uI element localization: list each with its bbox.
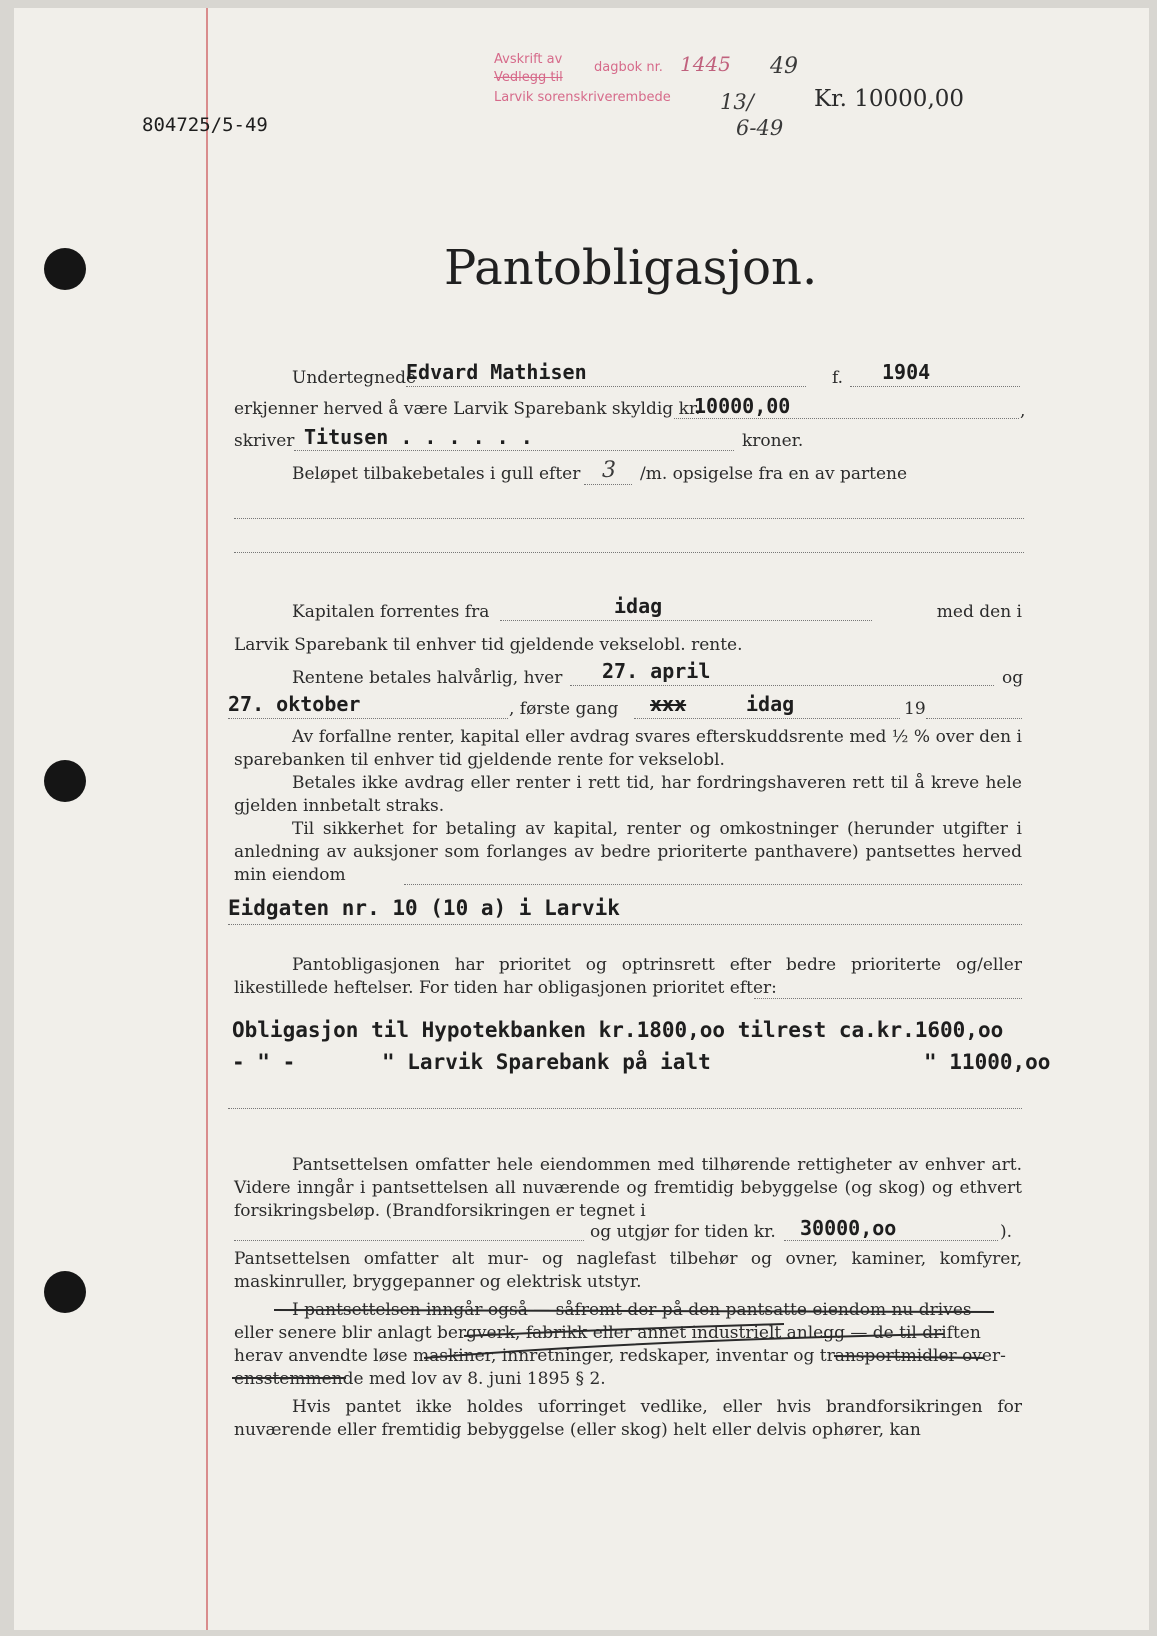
date2-line [228, 718, 508, 719]
strike-through-marks [224, 1298, 1014, 1388]
debtor-name: Edvard Mathisen [406, 360, 587, 384]
close-paren: ). [1000, 1222, 1013, 1242]
first-payment: idag [746, 692, 795, 716]
property-line [228, 924, 1022, 925]
blank-line [234, 552, 1024, 553]
paragraph-sikkerhet: Til sikkerhet for betaling av kapital, renter og omkostninger (herunder utgifter i anledning av auksjoner som forlanges av bedre prioriterte panthavere) pantsettes herved min eiendom [234, 819, 1022, 885]
document-page [14, 8, 1149, 1630]
hand-dagbok-number: 1445 [680, 52, 731, 76]
insurance-line [784, 1240, 998, 1241]
erkjenner-text: erkjenner herved å være Larvik Sparebank skyldig kr. [234, 399, 701, 419]
punch-hole [44, 248, 86, 290]
paragraph-mur: Pantsettelsen omfatter alt mur- og naglefast tilbehør og ovner, kaminer, komfyrer, maskinruller, bryggepanner og elektrisk utstyr. [234, 1249, 1022, 1292]
year-line [926, 718, 1022, 719]
sum-in-words: Titusen . . . . . . [304, 425, 533, 449]
stamp-dagbok: dagbok nr. [594, 60, 663, 75]
debt-sum: 10000,00 [694, 394, 791, 418]
birth-line [850, 386, 1020, 387]
reference-number: 804725/5-49 [142, 114, 268, 136]
margin-line [206, 8, 208, 1630]
year-prefix: 19 [904, 699, 926, 719]
punch-hole [44, 1271, 86, 1313]
insurer-line [234, 1240, 584, 1241]
og-label: og [1002, 668, 1024, 688]
forste-gang-label: , første gang [509, 699, 619, 719]
struck-paragraph-line-1: I pantsettelsen inngår også — såfremt der på den pantsatte eiendom nu drives [292, 1300, 972, 1320]
struck-paragraph-line-4: ensstemmende med lov av 8. juni 1895 § 2. [234, 1369, 606, 1389]
hand-date-top: 13/ [720, 90, 754, 114]
insurance-value: 30000,oo [800, 1216, 897, 1240]
interest-date-1: 27. april [602, 659, 711, 683]
paragraph-omfatter: Pantsettelsen omfatter hele eiendommen med tilhørende rettigheter av enhver art. Videre inngår i pantsettelsen all nuværende og fremtidig bebyggelse (og skog) og ethvert forsikringsbeløp. (Brandforsikringen er tegnet i [234, 1155, 1022, 1221]
sum-line [674, 418, 1019, 419]
struck-paragraph-line-3: herav anvendte løse maskiner, innretninger, redskaper, inventar og transportmidler over- [234, 1346, 1006, 1366]
property-line-a [404, 884, 1022, 885]
belopet-text-a: Beløpet tilbakebetales i gull efter [292, 464, 581, 484]
property: Eidgaten nr. 10 (10 a) i Larvik [228, 896, 620, 920]
larvik-rente: Larvik Sparebank til enhver tid gjeldende vekselobl. rente. [234, 635, 743, 655]
stamp-line-2: Vedlegg til [494, 70, 563, 85]
header-amount: Kr. 10000,00 [814, 86, 965, 112]
interest-from: idag [614, 594, 663, 618]
hand-year: 49 [770, 54, 798, 79]
words-line [294, 450, 734, 451]
skriver-label: skriver [234, 431, 295, 451]
belopet-text-b: /m. opsigelse fra en av partene [640, 464, 908, 484]
prior-charge-1: Obligasjon til Hypotekbanken kr.1800,oo tilrest ca.kr.1600,oo [232, 1018, 1004, 1042]
birth-year: 1904 [882, 360, 931, 384]
priority-line-a [754, 998, 1022, 999]
stamp-line-3: Larvik sorenskriverembede [494, 90, 671, 105]
notice-months: 3 [602, 458, 616, 483]
paragraph-betales: Betales ikke avdrag eller renter i rett tid, har fordringshaveren rett til å kreve hele gjelden innbetalt straks. [234, 773, 1022, 816]
struck-text: xxx [650, 692, 687, 716]
rentene-label: Rentene betales halvårlig, hver [292, 668, 563, 688]
struck-paragraph-line-2: eller senere blir anlagt bergverk, fabrikk eller annet industrielt anlegg — de til driften [234, 1323, 981, 1343]
med-den-i: med den i [936, 602, 1022, 622]
paragraph-forfallne: Av forfallne renter, kapital eller avdrag svares efterskuddsrente med ½ % over den i sparebanken til enhver tid gjeldende rente for vekselobl. [234, 727, 1022, 770]
prior-charge-2c: " 11000,oo [924, 1050, 1051, 1074]
undertegnede-label: Undertegnede [292, 368, 417, 388]
stamp-line-1: Avskrift av [494, 52, 563, 67]
name-line [406, 386, 806, 387]
interest-date-2: 27. oktober [228, 692, 361, 716]
months-line [584, 484, 632, 485]
priority-line-b [228, 1108, 1022, 1109]
prior-charge-2b: " Larvik Sparebank på ialt [382, 1050, 711, 1074]
first-line [634, 718, 900, 719]
blank-line [234, 518, 1024, 519]
f-label: f. [832, 368, 844, 388]
kroner-label: kroner. [742, 431, 804, 451]
prior-charge-2a: - " - [232, 1050, 296, 1074]
punch-hole [44, 760, 86, 802]
hand-date-bottom: 6-49 [736, 116, 784, 140]
document-title: Pantobligasjon. [444, 240, 818, 296]
paragraph-hvis: Hvis pantet ikke holdes uforringet vedlike, eller hvis brandforsikringen for nuværende eller fremtidig bebyggelse (eller skog) helt eller delvis ophører, kan [234, 1397, 1022, 1440]
utgjor-label: og utgjør for tiden kr. [590, 1222, 776, 1242]
comma: , [1020, 401, 1026, 421]
kapitalen-label: Kapitalen forrentes fra [292, 602, 490, 622]
date1-line [570, 685, 994, 686]
paragraph-prioritet: Pantobligasjonen har prioritet og optrinsrett efter bedre prioriterte og/eller likestillede heftelser. For tiden har obligasjonen prioritet efter: [234, 955, 1022, 998]
from-line [500, 620, 872, 621]
